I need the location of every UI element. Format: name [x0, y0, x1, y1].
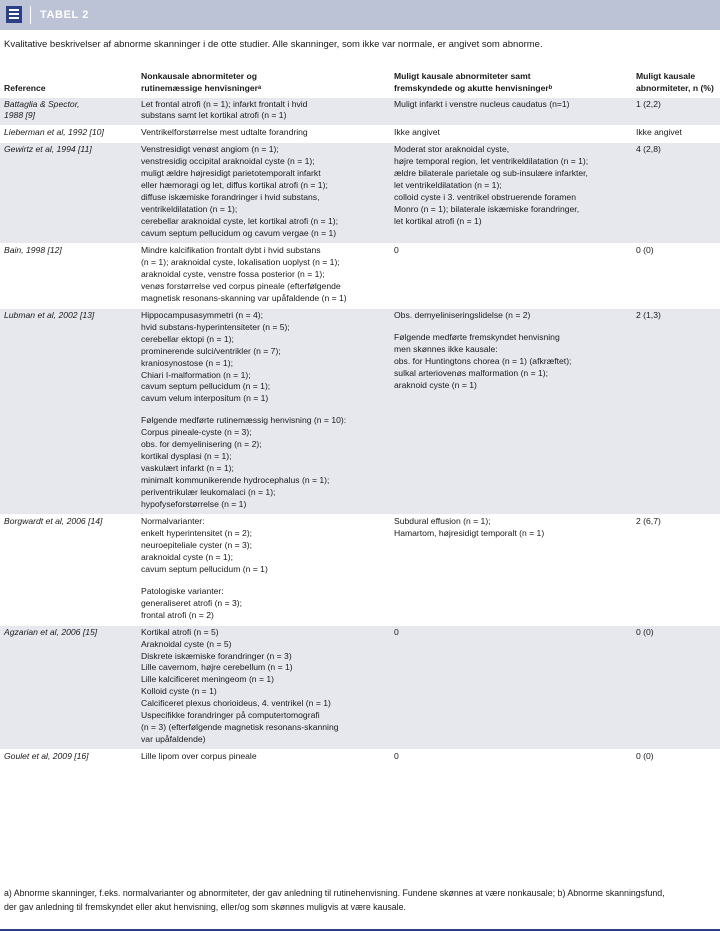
cell-line: colloid cyste i 3. ventrikel obstruerende foramen: [394, 192, 576, 203]
nonkausal-cell: [137, 750, 390, 766]
header-nonkausal: [137, 67, 390, 97]
cell-line: Subdural effusion (n = 1);: [394, 516, 491, 526]
cell-line: Battaglia & Spector,: [4, 98, 80, 109]
cell-line: Muligt kausale: [636, 70, 696, 81]
cell-line: Calcificeret plexus chorioideus, 4. ventrikel (n = 1): [141, 698, 331, 709]
cell-line: Bain, 1998 [12]: [4, 244, 62, 255]
table-row: [0, 97, 720, 126]
cell-line: Lieberman et al, 1992 [10]: [4, 127, 104, 138]
cell-line: Mindre kalcifikation frontalt dybt i hvid substans: [141, 244, 321, 255]
cell-line: højre temporal region, let ventrikeldilatation (n = 1);: [394, 156, 589, 167]
table-header-bar: [0, 0, 720, 30]
table-row: [0, 243, 720, 308]
count-cell: [632, 515, 720, 626]
nonkausal-cell: [137, 126, 390, 143]
cell-line: 0: [394, 626, 399, 637]
cell-line: Lille kalcificeret meningeom (n = 1): [141, 674, 275, 685]
cell-line: Følgende medførte rutinemæssig henvisning (n = 10):: [141, 415, 347, 426]
cell-line: minimalt kommunikerende hydrocephalus (n = 1);: [141, 475, 330, 486]
cell-line: kraniosynostose (n = 1);: [141, 357, 233, 368]
cell-line: 2 (1,3): [636, 309, 661, 320]
reference-cell: [0, 143, 137, 244]
cell-line: cavum septum pellucidum (n = 1);: [141, 381, 271, 392]
cell-line: (n = 3) (efterfølgende magnetisk resonans-skanning: [141, 722, 339, 733]
cell-line: 0 (0): [636, 244, 654, 255]
cell-line: ventrikeldilatation (n = 1);: [141, 204, 238, 215]
table-row: [0, 750, 720, 766]
cell-line: hypofyseforstørrelse (n = 1): [141, 499, 247, 510]
cell-line: cerebellar ektopi (n = 1);: [141, 333, 234, 344]
cell-line: men skønnes ikke kausale:: [394, 343, 498, 354]
kausal-cell: [390, 143, 632, 244]
cell-line: 1988 [9]: [4, 110, 36, 121]
cell-line: frontal atrofi (n = 2): [141, 609, 214, 620]
cell-line: araknoidal cyste, venstre fossa posterior (n = 1);: [141, 268, 325, 279]
header-count: [632, 67, 720, 97]
table-title: TABEL 2: [40, 9, 90, 21]
count-cell: [632, 97, 720, 126]
cell-line: Borgwardt et al, 2006 [14]: [4, 516, 103, 526]
cell-line: magnetisk resonans-skanning var upåfaldende (n = 1): [141, 292, 347, 303]
table-footnote: [4, 886, 716, 914]
cell-line: Kolloid cyste (n = 1): [141, 686, 217, 697]
cell-line: Muligt kausale abnormiteter samt: [394, 70, 531, 81]
studies-table: [0, 67, 720, 766]
cell-line: substans samt let kortikal atrofi (n = 1): [141, 110, 287, 121]
cell-line: [141, 405, 388, 415]
cell-line: sulkal arteriovenøs malformation (n = 1);: [394, 367, 549, 378]
cell-line: Ikke angivet: [394, 127, 440, 138]
table-caption: Kvalitative beskrivelser af abnorme skanninger i de otte studier. Alle skanninger, som ikke var normale, er angivet som abnorme.: [4, 39, 543, 50]
cell-line: let kortikal atrofi (n = 1): [394, 216, 482, 227]
cell-line: 0 (0): [636, 626, 654, 637]
nonkausal-cell: [137, 515, 390, 626]
cell-line: Lille cavernom, højre cerebellum (n = 1): [141, 662, 293, 673]
reference-cell: [0, 515, 137, 626]
count-cell: [632, 243, 720, 308]
footnote-line: a) Abnorme skanninger, f.eks. normalvarianter og abnormiteter, der gav anledning til rutinehenvisning. Fundene skønnes at være nonkausale; b) Abnorme skanningsfund,: [4, 888, 665, 898]
cell-line: Følgende medførte fremskyndet henvisning: [394, 331, 560, 342]
cell-line: Ikke angivet: [636, 127, 682, 138]
cell-line: araknoid cyste (n = 1): [394, 379, 477, 390]
header-kausal: [390, 67, 632, 97]
kausal-cell: [390, 308, 632, 514]
cell-line: cerebellar araknoidal cyste, let kortikal atrofi (n = 1);: [141, 216, 339, 227]
cell-line: Araknoidal cyste (n = 5): [141, 638, 232, 649]
cell-line: Ventrikelforstørrelse mest udtalte forandring: [141, 127, 308, 138]
cell-line: cavum velum interpositum (n = 1): [141, 393, 269, 404]
cell-line: Obs. demyeliniseringslidelse (n = 2): [394, 309, 531, 320]
cell-line: abnormiteter, n (%): [636, 82, 714, 93]
reference-cell: [0, 243, 137, 308]
cell-line: Lubman et al, 2002 [13]: [4, 309, 95, 320]
reference-cell: [0, 308, 137, 514]
kausal-cell: [390, 515, 632, 626]
cell-line: diffuse iskæmiske forandringer i hvid substans,: [141, 192, 320, 203]
cell-line: [394, 322, 630, 332]
cell-line: var upåfaldende): [141, 734, 206, 745]
cell-line: Moderat stor araknoidal cyste,: [394, 144, 510, 155]
table-row: [0, 126, 720, 143]
cell-line: 1 (2,2): [636, 98, 661, 109]
cell-line: let ventrikeldilatation (n = 1);: [394, 180, 502, 191]
count-cell: [632, 625, 720, 750]
cell-line: vaskulært infarkt (n = 1);: [141, 463, 234, 474]
cell-line: araknoidal cyste (n = 1);: [141, 551, 233, 562]
cell-line: obs. for demyelinisering (n = 2);: [141, 439, 262, 450]
cell-line: Muligt infarkt i venstre nucleus caudatus (n=1): [394, 98, 570, 109]
table-row: [0, 625, 720, 750]
reference-cell: [0, 625, 137, 750]
cell-line: (n = 1); araknoidal cyste, lokalisation uoplyst (n = 1);: [141, 256, 340, 267]
cell-line: kortikal dysplasi (n = 1);: [141, 451, 232, 462]
cell-line: Monro (n = 1); bilaterale iskæmiske forandringer,: [394, 204, 580, 215]
cell-line: Diskrete iskæmiske forandringer (n = 3): [141, 650, 292, 661]
table-row: [0, 308, 720, 514]
cell-line: Venstresidigt venøst angiom (n = 1);: [141, 144, 279, 155]
footnote-line: der gav anledning til fremskyndet eller akut henvisning, eller/og som skønnes muligvis at være kausale.: [4, 902, 406, 912]
cell-line: venstresidig occipital araknoidal cyste (n = 1);: [141, 156, 315, 167]
cell-line: 0: [394, 244, 399, 255]
header-divider: [30, 6, 31, 24]
kausal-cell: [390, 625, 632, 750]
reference-cell: [0, 97, 137, 126]
cell-line: prominerende sulci/ventrikler (n = 7);: [141, 345, 281, 356]
cell-line: Nonkausale abnormiteter og: [141, 70, 258, 81]
kausal-cell: [390, 243, 632, 308]
cell-line: obs. for Huntingtons chorea (n = 1) (afkræftet);: [394, 355, 572, 366]
cell-line: Reference: [4, 82, 46, 93]
cell-line: [141, 576, 388, 586]
cell-line: Corpus pineale-cyste (n = 3);: [141, 427, 252, 438]
count-cell: [632, 750, 720, 766]
cell-line: Chiari I-malformation (n = 1);: [141, 369, 251, 380]
table-header-row: [0, 67, 720, 97]
nonkausal-cell: [137, 625, 390, 750]
cell-line: muligt ældre højresidigt parietotemporalt infarkt: [141, 168, 321, 179]
header-reference: [0, 67, 137, 97]
reference-cell: [0, 126, 137, 143]
cell-line: Patologiske varianter:: [141, 585, 224, 596]
table-row: [0, 515, 720, 626]
cell-line: rutinemæssige henvisningerᵃ: [141, 82, 262, 93]
kausal-cell: [390, 126, 632, 143]
cell-line: Lille lipom over corpus pineale: [141, 751, 257, 762]
nonkausal-cell: [137, 97, 390, 126]
cell-line: neuroepiteliale cyster (n = 3);: [141, 539, 253, 550]
cell-line: Uspecifikke forandringer på computertomografi: [141, 710, 320, 721]
reference-cell: [0, 750, 137, 766]
cell-line: fremskyndede og akutte henvisningerᵇ: [394, 82, 553, 93]
cell-line: Goulet et al, 2009 [16]: [4, 751, 89, 762]
table-row: [0, 143, 720, 244]
cell-line: hvid substans-hyperintensiteter (n = 5);: [141, 321, 290, 332]
cell-line: periventrikulær leukomalaci (n = 1);: [141, 487, 276, 498]
cell-line: enkelt hyperintensitet (n = 2);: [141, 527, 253, 538]
cell-line: cavum septum pellucidum og cavum vergae (n = 1): [141, 228, 337, 239]
count-cell: [632, 143, 720, 244]
cell-line: eller hæmoragi og let, diffus kortikal atrofi (n = 1);: [141, 180, 328, 191]
cell-line: Hamartom, højresidigt temporalt (n = 1): [394, 527, 545, 538]
cell-line: cavum septum pellucidum (n = 1): [141, 563, 268, 574]
cell-line: generaliseret atrofi (n = 3);: [141, 597, 243, 608]
count-cell: [632, 308, 720, 514]
cell-line: ældre bilaterale parietale og sub-insulære infarkter,: [394, 168, 588, 179]
cell-line: venøs forstørrelse ved corpus pineale (efterfølgende: [141, 280, 341, 291]
nonkausal-cell: [137, 243, 390, 308]
kausal-cell: [390, 97, 632, 126]
cell-line: Let frontal atrofi (n = 1); infarkt frontalt i hvid: [141, 98, 308, 109]
cell-line: Gewirtz et al, 1994 [11]: [4, 144, 92, 155]
cell-line: Hippocampusasymmetri (n = 4);: [141, 309, 264, 320]
cell-line: 2 (6,7): [636, 516, 661, 526]
cell-line: Agzarian et al, 2006 [15]: [4, 626, 98, 637]
cell-line: 0: [394, 751, 399, 762]
nonkausal-cell: [137, 143, 390, 244]
kausal-cell: [390, 750, 632, 766]
cell-line: 4 (2,8): [636, 144, 661, 155]
count-cell: [632, 126, 720, 143]
cell-line: 0 (0): [636, 751, 654, 762]
cell-line: Normalvarianter:: [141, 516, 205, 526]
table-icon: [6, 6, 22, 23]
nonkausal-cell: [137, 308, 390, 514]
cell-line: Kortikal atrofi (n = 5): [141, 626, 219, 637]
